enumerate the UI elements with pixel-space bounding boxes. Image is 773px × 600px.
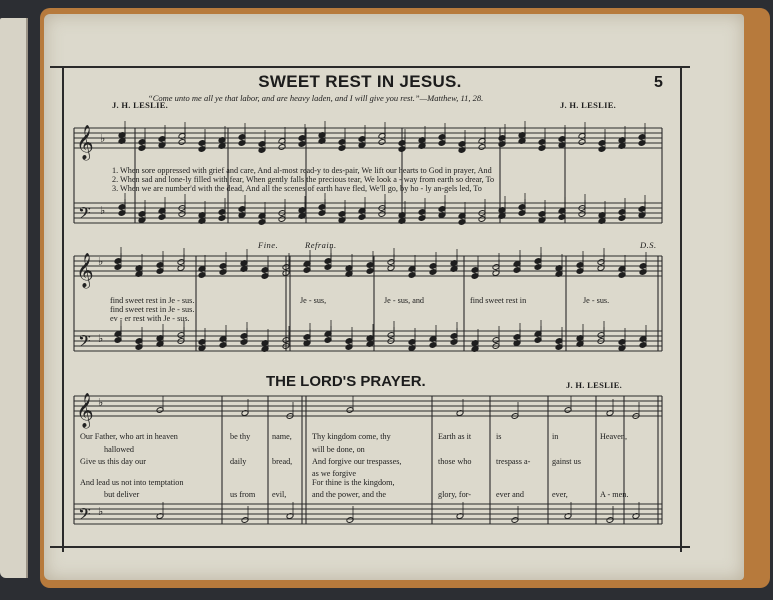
refrain-mark: Refrain. <box>305 240 337 250</box>
prayer-composer: J. H. LESLIE. <box>566 380 623 390</box>
prayer-text-cell: Our Father, who art in heaven <box>80 432 178 441</box>
treble-clef: 𝄞 <box>76 125 94 160</box>
prayer-text-cell: For thine is the kingdom, <box>312 478 395 487</box>
page-number: 5 <box>654 74 663 91</box>
refrain-tail-4: Je - sus. <box>583 296 610 305</box>
verse-2: 2. When sad and lone-ly filled with fear, When gently falls the precious tear, We look a - way from earth so drear, To <box>112 175 495 184</box>
prayer-text-cell: and the power, and the <box>312 490 387 499</box>
flat-sign: ♭ <box>98 505 104 518</box>
prayer-text-cell: as we forgive <box>312 469 356 478</box>
prayer-text-cell: ever and <box>496 490 524 499</box>
flat-sign: ♭ <box>100 132 106 145</box>
prayer-text-cell: those who <box>438 457 472 466</box>
refrain-tail-2: Je - sus, and <box>384 296 425 305</box>
scripture-epigraph: “Come unto me all ye that labor, and are heavy laden, and I will give you rest.”—Matthew, 11, 28. <box>148 93 484 103</box>
prayer-title: THE LORD'S PRAYER. <box>266 373 426 390</box>
flat-sign: ♭ <box>100 204 106 217</box>
treble-clef: 𝄞 <box>76 393 94 428</box>
prayer-text-cell: A - men. <box>600 490 629 499</box>
flat-sign: ♭ <box>98 332 104 345</box>
prayer-text-cell: glory, for- <box>438 490 471 499</box>
prayer-text-cell: but deliver <box>104 490 140 499</box>
prayer-text-cell: Heaven, <box>600 432 628 441</box>
prayer-text-cell: trespass a- <box>496 457 531 466</box>
words-credit: J. H. LESLIE. <box>112 100 169 110</box>
refrain-line-3: ev - er rest with Je - sus. <box>110 314 190 323</box>
prayer-text-cell: gainst us <box>552 457 581 466</box>
prayer-text-cell: us from <box>230 490 256 499</box>
music-credit: J. H. LESLIE. <box>560 100 617 110</box>
verse-1: 1. When sore oppressed with grief and care, And al-most read-y to des-pair, We lift our hearts to God in prayer, And <box>112 166 492 175</box>
refrain-line-1: find sweet rest in Je - sus. <box>110 296 195 305</box>
fine-mark: Fine. <box>258 240 279 250</box>
prayer-text-cell: Thy kingdom come, thy <box>312 432 391 441</box>
song-title: SWEET REST IN JESUS. <box>258 72 462 91</box>
prayer-text-cell: bread, <box>272 457 293 466</box>
prayer-text-cell: Give us this day our <box>80 457 146 466</box>
prayer-text-cell: evil, <box>272 490 287 499</box>
prayer-text-cell: will be done, on <box>312 445 365 454</box>
bass-clef: 𝄢 <box>78 504 91 528</box>
prayer-text-cell: ever, <box>552 490 568 499</box>
prayer-text-cell: is <box>496 432 502 441</box>
prayer-text-cell: in <box>552 432 559 441</box>
flat-sign: ♭ <box>98 396 104 409</box>
prayer-text-cell: name, <box>272 432 292 441</box>
bass-clef: 𝄢 <box>78 331 91 355</box>
prayer-text-cell: Earth as it <box>438 432 472 441</box>
prayer-text-cell: And forgive our trespasses, <box>312 457 402 466</box>
bass-clef: 𝄢 <box>78 203 91 227</box>
prayer-text-cell: And lead us not into temptation <box>80 478 184 487</box>
flat-sign: ♭ <box>98 255 104 268</box>
refrain-tail-3: find sweet rest in <box>470 296 527 305</box>
ds-mark: D.S. <box>640 240 657 250</box>
refrain-tail-1: Je - sus, <box>300 296 327 305</box>
prayer-text-cell: be thy <box>230 432 251 441</box>
verse-3: 3. When we are number'd with the dead, And all the scenes of earth have fled, We'll go, by ho - ly an-gels led, To <box>112 184 482 193</box>
prayer-text-cell: daily <box>230 457 247 466</box>
prayer-text-cell: hallowed <box>104 445 135 454</box>
refrain-line-2: find sweet rest in Je - sus. <box>110 305 195 314</box>
treble-clef: 𝄞 <box>76 253 94 288</box>
